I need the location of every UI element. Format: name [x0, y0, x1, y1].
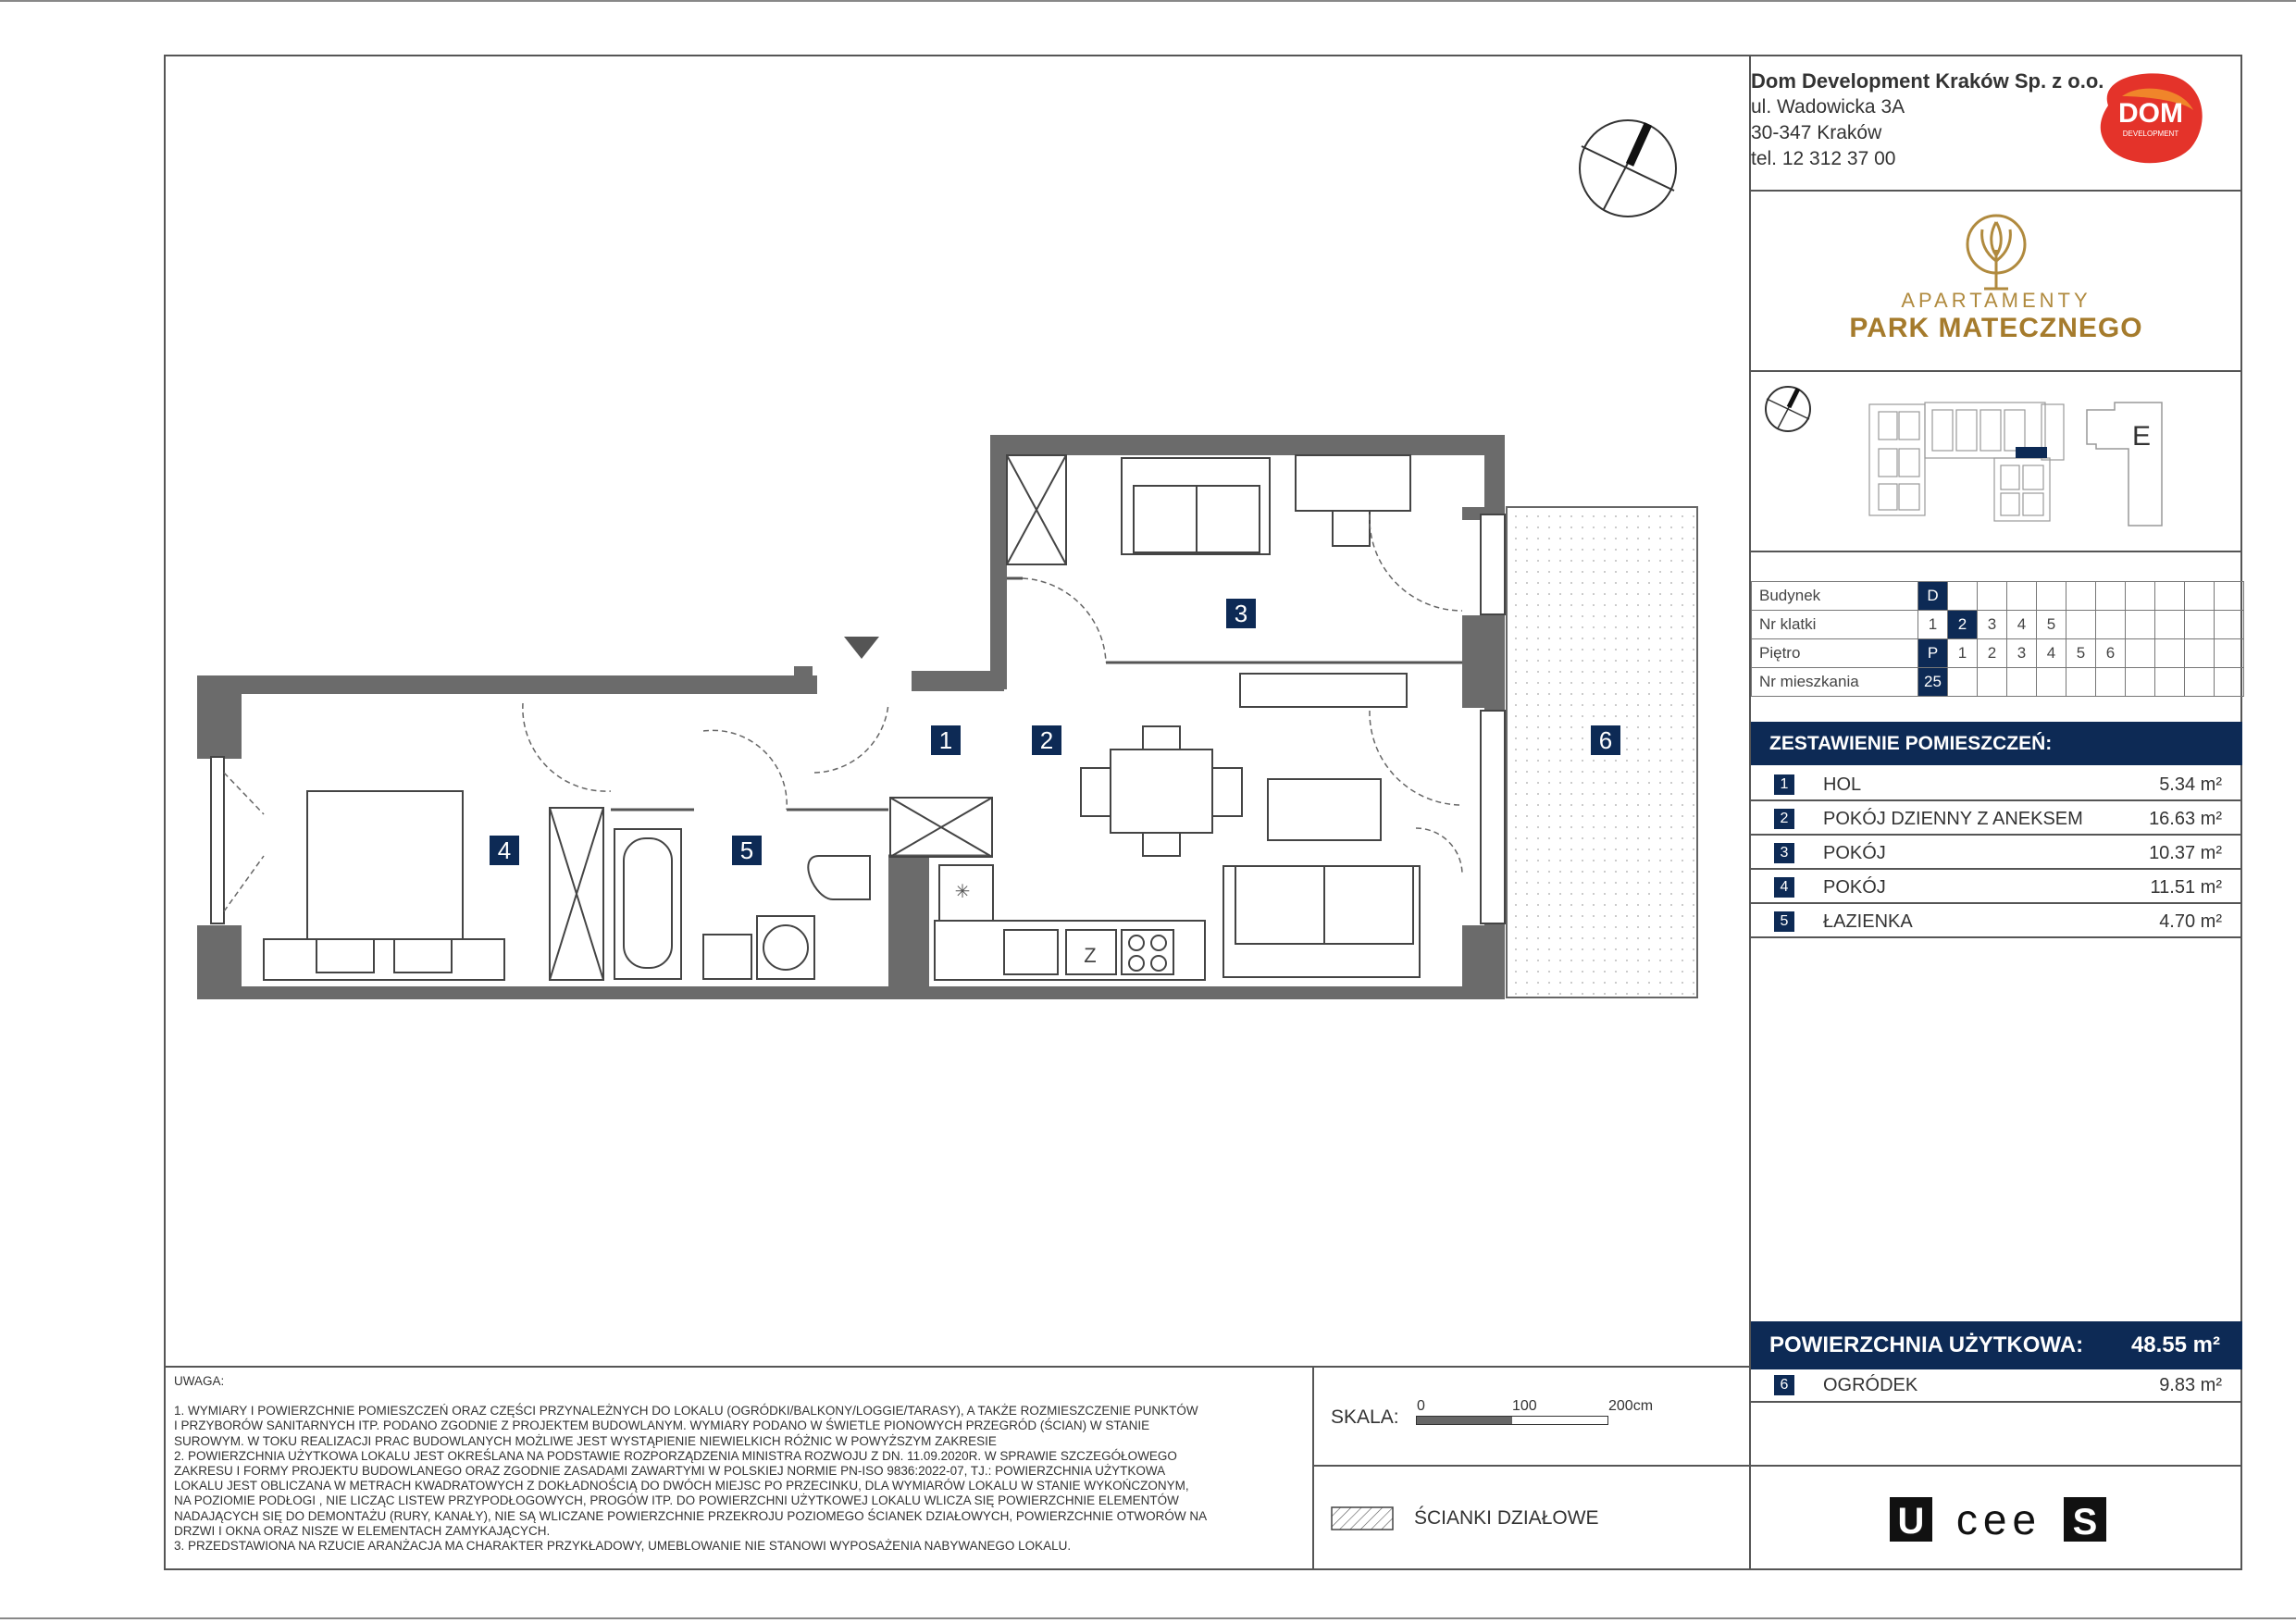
room-row [1751, 801, 2242, 836]
location-cell [2037, 582, 2066, 611]
note-line: NA POZIOMIE PODŁOGI , NIE LICZĄC LISTEW PRZYPODŁOGOWYCH, PROGÓW ITP. DO POWIERZCHNI UŻYTKOWEJ LOKALU WLICZA SIĘ POWIERZCHNIE ELEMENTÓW [174, 1493, 1179, 1508]
ucees-mid: cee [1955, 1495, 2042, 1543]
location-cell: 5 [2037, 611, 2066, 639]
note-line: 2. POWIERZCHNIA UŻYTKOWA LOKALU JEST OKREŚLANA NA PODSTAWIE ROZPORZĄDZENIA MINISTRA ROZWOJU Z DN. 11.09.2020R. W SPRAWIE SZCZEGÓŁOWEGO [174, 1448, 1177, 1463]
location-cell [2007, 668, 2037, 697]
location-table [1751, 581, 2244, 697]
panel-divider-3 [1749, 551, 2242, 552]
note-line: 1. WYMIARY I POWIERZCHNIE POMIESZCZEŃ ORAZ CZĘŚCI PRZYNALEŻNYCH DO LOKALU (OGRÓDKI/BALKONY/LOGGIE/TARASY), A TAKŻE ROZMIESZCZENIE PUNKTÓW [174, 1404, 1198, 1419]
total-area-bar [1751, 1321, 2242, 1369]
location-row-label: Piętro [1752, 639, 1918, 668]
location-cell [2066, 611, 2096, 639]
location-cell [2126, 668, 2155, 697]
scale-label: SKALA: [1331, 1406, 1399, 1428]
room-row [1751, 836, 2242, 870]
page-bottom-rule [0, 1617, 2296, 1619]
room-area: 16.63 m² [2149, 809, 2222, 829]
location-row-label: Budynek [1752, 582, 1918, 611]
summary-heading: ZESTAWIENIE POMIESZCZEŃ: [1751, 722, 2242, 765]
partition-wall-legend-icon [1331, 1506, 1394, 1530]
location-cell: 5 [2066, 639, 2096, 668]
plan-label-1: 1 [931, 725, 961, 755]
garden-num: 6 [1774, 1375, 1794, 1395]
room-name: POKÓJ [1823, 877, 1886, 898]
tree-logo-icon [1960, 213, 2032, 294]
scale-tick-0: 0 [1417, 1398, 1425, 1414]
notes-divider-h [164, 1366, 1751, 1368]
dom-development-logo [2090, 68, 2212, 170]
company-name: Dom Development Kraków Sp. z o.o. [1751, 69, 2104, 93]
panel-divider-1 [1749, 190, 2242, 192]
location-cell [2185, 668, 2215, 697]
location-cell [2096, 668, 2126, 697]
note-line: LOKALU JEST OBLICZANA W METRACH KWADRATOWYCH Z DOKŁADNOŚCIĄ DO DWÓCH MIEJSC PO PRZECINKU, DLA WYMIARÓW LOKALU W STANIE WYKOŃCZONYM, [174, 1479, 1189, 1493]
note-line: I PRZYBORÓW SANITARNYCH ITP. PODANO ZGODNIE Z PROJEKTEM BUDOWLANYM. WYMIARY PODANO W ŚWIETLE PIONOWYCH PRZEGRÓD (ŚCIAN) W STANIE [174, 1419, 1150, 1433]
total-area-value: 48.55 m² [2130, 1332, 2220, 1357]
location-cell: 1 [1918, 611, 1948, 639]
location-cell [2155, 582, 2185, 611]
partition-wall-legend-label: ŚCIANKI DZIAŁOWE [1414, 1507, 1599, 1529]
project-line2: PARK MATECZNEGO [1849, 313, 2143, 343]
note-line: 3. PRZEDSTAWIONA NA RZUCIE ARANŻACJA MA CHARAKTER PRZYKŁADOWY, UMEBLOWANIE NIE STANOWI WYPOSAŻENIA NABYWANEGO LOKALU. [174, 1539, 1072, 1554]
svg-text:Z: Z [1084, 944, 1097, 967]
panel-divider-2 [1749, 370, 2242, 372]
room-name: ŁAZIENKA [1823, 911, 1913, 932]
location-cell: 4 [2037, 639, 2066, 668]
note-line: NADAJĄCYCH SIĘ DO DEMONTAŻU (RURY, KANAŁY), NIE SĄ WLICZANE POWIERZCHNIE PRZEKROJU POZIOMEGO ŚCIANEK DZIAŁOWYCH, POWIERZCHNIE OTWORÓW NA [174, 1508, 1208, 1523]
room-num-badge: 3 [1774, 843, 1794, 863]
location-cell: 4 [2007, 611, 2037, 639]
room-name: POKÓJ DZIENNY Z ANEKSEM [1823, 809, 2083, 829]
company-info [1751, 68, 2104, 172]
location-cell [2215, 639, 2244, 668]
plan-label-6: 6 [1591, 725, 1620, 755]
location-cell: D [1918, 582, 1948, 611]
dom-logo-sub: DEVELOPMENT [2122, 130, 2179, 138]
room-row [1751, 767, 2242, 801]
ucees-logo [1888, 1493, 2110, 1550]
scale-tick-200: 200cm [1608, 1398, 1654, 1414]
location-cell [1948, 582, 1978, 611]
scale-bar [1416, 1416, 1608, 1425]
svg-text:✳: ✳ [954, 882, 971, 902]
location-cell: 3 [1978, 611, 2007, 639]
site-building-label: E [2131, 421, 2152, 452]
company-city: 30-347 Kraków [1751, 122, 1882, 143]
garden-area: 9.83 m² [2159, 1375, 2222, 1395]
note-line: DRZWI I OKNA ORAZ NISZE W ELEMENTACH ZAMYKAJĄCYCH. [174, 1523, 551, 1538]
location-cell: 6 [2096, 639, 2126, 668]
room-num-badge: 2 [1774, 809, 1794, 829]
scale-tick-100: 100 [1512, 1398, 1537, 1414]
location-cell [2126, 611, 2155, 639]
location-cell [2215, 668, 2244, 697]
location-cell: 1 [1948, 639, 1978, 668]
plan-label-5: 5 [732, 836, 762, 865]
panel-divider-4 [1749, 1465, 2242, 1467]
entrance-marker-icon [844, 637, 879, 659]
location-cell: P [1918, 639, 1948, 668]
company-street: ul. Wadowicka 3A [1751, 96, 1905, 118]
location-cell [2185, 611, 2215, 639]
garden-row [1751, 1368, 2242, 1403]
room-num-badge: 4 [1774, 877, 1794, 898]
room-area: 5.34 m² [2159, 774, 2222, 795]
note-line: SUROWYM. W TOKU REALIZACJI PRAC BUDOWLANYCH MOŻLIWE JEST WYSTĄPIENIE NIEWIELKICH RÓŻNIC W POWYŻSZYM ZAKRESIE [174, 1433, 997, 1448]
location-cell [2185, 582, 2215, 611]
ucees-left: U [1897, 1501, 1925, 1542]
total-area-label: POWIERZCHNIA UŻYTKOWA: [1769, 1332, 2084, 1357]
location-row [1752, 639, 2244, 668]
notes-heading: UWAGA: [174, 1374, 225, 1388]
ucees-right: S [2072, 1502, 2098, 1542]
location-row [1752, 611, 2244, 639]
location-cell [2215, 582, 2244, 611]
dom-logo-main: DOM [2118, 98, 2183, 129]
location-cell: 25 [1918, 668, 1948, 697]
location-cell [2126, 639, 2155, 668]
room-area: 4.70 m² [2159, 911, 2222, 932]
room-area: 10.37 m² [2149, 843, 2222, 863]
project-line1: APARTAMENTY [1901, 289, 2091, 312]
room-name: HOL [1823, 774, 1862, 795]
location-cell [2215, 611, 2244, 639]
location-cell [2155, 639, 2185, 668]
plan-label-3: 3 [1226, 599, 1256, 628]
location-cell [2155, 611, 2185, 639]
site-north-arrow-icon [1763, 384, 1813, 434]
location-cell [2185, 639, 2215, 668]
notes-divider-v [1312, 1366, 1314, 1570]
note-line: ZAKRESU I FORMY PROJEKTU BUDOWLANEGO ORAZ ZGODNIE ZASADAMI ZAWARTYMI W POLSKIEJ NORMIE PN-ISO 9836:2022-07, TJ.: POWIERZCHNIA UŻYTKOWA [174, 1464, 1166, 1479]
room-num-badge: 1 [1774, 774, 1794, 795]
location-cell [2155, 668, 2185, 697]
location-cell [1978, 582, 2007, 611]
notes [174, 1374, 1298, 1554]
location-row-label: Nr klatki [1752, 611, 1918, 639]
project-brand [1751, 204, 2241, 344]
room-area: 11.51 m² [2150, 877, 2222, 898]
location-cell: 2 [1948, 611, 1978, 639]
location-cell [2096, 611, 2126, 639]
location-cell [2037, 668, 2066, 697]
plan-label-4: 4 [490, 836, 519, 865]
location-cell [1948, 668, 1978, 697]
room-row [1751, 870, 2242, 904]
location-cell [2066, 582, 2096, 611]
site-plan [1860, 393, 2175, 532]
scale-divider-h [1312, 1465, 1751, 1467]
company-phone: tel. 12 312 37 00 [1751, 148, 1896, 169]
room-name: POKÓJ [1823, 843, 1886, 863]
plan-label-2: 2 [1032, 725, 1061, 755]
location-row [1752, 582, 2244, 611]
location-cell: 2 [1978, 639, 2007, 668]
location-cell [1978, 668, 2007, 697]
room-num-badge: 5 [1774, 911, 1794, 932]
location-row-label: Nr mieszkania [1752, 668, 1918, 697]
floor-plan [0, 0, 1740, 1027]
location-row [1752, 668, 2244, 697]
room-row [1751, 904, 2242, 938]
location-cell [2126, 582, 2155, 611]
location-cell [2066, 668, 2096, 697]
location-cell [2007, 582, 2037, 611]
location-cell: 3 [2007, 639, 2037, 668]
garden-name: OGRÓDEK [1823, 1375, 1918, 1395]
location-cell [2096, 582, 2126, 611]
